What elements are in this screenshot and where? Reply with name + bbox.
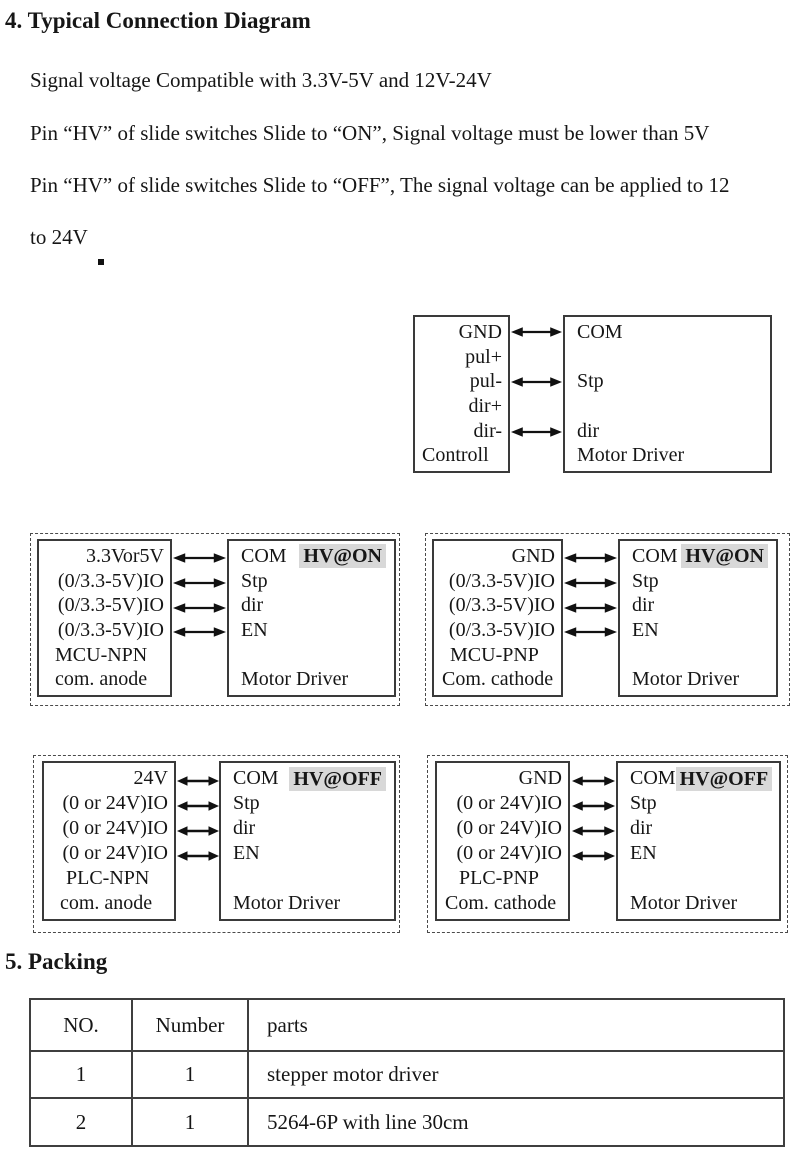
pin-label: (0/3.3-5V)IO <box>57 618 164 641</box>
pin-label: (0/3.3-5V)IO <box>448 618 555 641</box>
double-arrow-icon <box>564 551 617 565</box>
pin-label <box>565 345 770 370</box>
double-arrow-icon <box>564 576 617 590</box>
pin-label: dir <box>632 594 655 617</box>
box-title: Motor Driver <box>632 668 740 691</box>
hv-mode-badge: HV@ON <box>681 544 768 568</box>
pin-label: 3.3Vor5V <box>86 544 164 567</box>
double-arrow-icon <box>511 325 562 339</box>
pin-label <box>565 394 770 419</box>
hv-mode-badge: HV@ON <box>299 544 386 568</box>
box-title: Motor Driver <box>241 668 349 691</box>
pin-label: dir- <box>473 419 502 442</box>
pin-label: (0 or 24V)IO <box>456 792 562 814</box>
pin-label: (0 or 24V)IO <box>62 792 168 814</box>
plc-pnp-diagram <box>427 755 788 933</box>
box-subtitle: com. anode <box>55 668 148 691</box>
header-parts: parts <box>248 999 784 1051</box>
body-line-hv-off: Pin “HV” of slide switches Slide to “OFF”, The signal voltage can be applied to 12 <box>30 173 730 197</box>
section-heading-connection: 4. Typical Connection Diagram <box>5 8 311 33</box>
motor-driver-box <box>618 539 778 697</box>
double-arrow-icon <box>177 824 219 838</box>
hv-mode-badge: HV@OFF <box>676 767 773 791</box>
pin-label <box>620 643 776 668</box>
pin-label: dir <box>577 419 600 442</box>
box-title: Controll <box>422 444 489 467</box>
pin-label: (0/3.3-5V)IO <box>448 569 555 592</box>
section-heading-packing: 5. Packing <box>5 949 108 974</box>
mcu-npn-diagram <box>30 533 400 706</box>
double-arrow-icon <box>173 601 226 615</box>
packing-table <box>29 998 785 1147</box>
pin-label: COM <box>632 544 678 567</box>
motor-driver-box <box>219 761 396 921</box>
box-title: Motor Driver <box>577 444 685 467</box>
box-title: MCU-NPN <box>55 643 148 666</box>
double-arrow-icon <box>173 576 226 590</box>
double-arrow-icon <box>572 849 615 863</box>
controller-box <box>413 315 510 473</box>
double-arrow-icon <box>177 849 219 863</box>
pin-label: Stp <box>233 792 260 814</box>
table-row <box>30 1098 784 1146</box>
box-title: Motor Driver <box>630 892 738 914</box>
pin-label: pul- <box>469 370 502 393</box>
pin-label: pul+ <box>465 345 502 368</box>
hv-mode-badge: HV@OFF <box>289 767 386 791</box>
pin-label: dir <box>630 817 653 839</box>
box-subtitle: Com. cathode <box>442 668 554 691</box>
pin-label: (0/3.3-5V)IO <box>57 594 164 617</box>
pin-label: 24V <box>133 767 168 789</box>
pin-label: (0 or 24V)IO <box>62 817 168 839</box>
pin-label: (0 or 24V)IO <box>456 842 562 864</box>
motor-driver-box-top <box>563 315 772 473</box>
table-header-row <box>30 999 784 1051</box>
cell-number: 1 <box>132 1051 248 1098</box>
double-arrow-icon <box>564 625 617 639</box>
double-arrow-icon <box>572 824 615 838</box>
cell-no: 1 <box>30 1051 132 1098</box>
cell-no: 2 <box>30 1098 132 1146</box>
pin-label <box>618 866 779 891</box>
double-arrow-icon <box>173 625 226 639</box>
pin-label <box>221 866 394 891</box>
pin-label: COM <box>630 767 676 789</box>
box-title: PLC-NPN <box>66 867 150 889</box>
double-arrow-icon <box>511 425 562 439</box>
box-title: PLC-PNP <box>459 867 540 889</box>
pin-label: (0/3.3-5V)IO <box>448 594 555 617</box>
mcu-pnp-diagram <box>425 533 790 706</box>
pin-label: COM <box>577 320 623 343</box>
pin-label: Stp <box>241 569 268 592</box>
box-title: MCU-PNP <box>450 643 539 666</box>
pin-label: EN <box>241 618 268 641</box>
pin-label: GND <box>518 767 562 789</box>
pin-label: dir <box>241 594 264 617</box>
body-line-hv-on: Pin “HV” of slide switches Slide to “ON”, Signal voltage must be lower than 5V <box>30 121 710 145</box>
pin-label: GND <box>458 320 502 343</box>
pin-label: Stp <box>630 792 657 814</box>
pin-label: dir+ <box>468 394 502 417</box>
motor-driver-box <box>616 761 781 921</box>
mcu-npn-box <box>37 539 172 697</box>
pin-label: (0/3.3-5V)IO <box>57 569 164 592</box>
plc-npn-diagram <box>33 755 400 933</box>
pin-label: EN <box>233 842 260 864</box>
double-arrow-icon <box>177 774 219 788</box>
double-arrow-icon <box>177 799 219 813</box>
pin-label: dir <box>233 817 256 839</box>
motor-driver-box <box>227 539 396 697</box>
pin-label: COM <box>241 544 287 567</box>
plc-npn-box <box>42 761 176 921</box>
body-line-to-24v: to 24V <box>30 225 88 249</box>
double-arrow-icon <box>173 551 226 565</box>
box-subtitle: Com. cathode <box>445 892 557 914</box>
double-arrow-icon <box>564 601 617 615</box>
box-title: Motor Driver <box>233 892 341 914</box>
pin-label: EN <box>632 618 659 641</box>
pin-label: GND <box>511 544 555 567</box>
body-line-signal-voltage: Signal voltage Compatible with 3.3V-5V and 12V-24V <box>30 68 492 92</box>
mcu-pnp-box <box>432 539 563 697</box>
pin-label: (0 or 24V)IO <box>456 817 562 839</box>
pin-label: Stp <box>632 569 659 592</box>
header-number: Number <box>132 999 248 1051</box>
pin-label: COM <box>233 767 279 789</box>
pin-label: EN <box>630 842 657 864</box>
cell-parts: 5264-6P with line 30cm <box>248 1098 784 1146</box>
double-arrow-icon <box>572 774 615 788</box>
pin-label <box>229 643 394 668</box>
plc-pnp-box <box>435 761 570 921</box>
pin-label: (0 or 24V)IO <box>62 842 168 864</box>
table-row <box>30 1051 784 1098</box>
header-no: NO. <box>30 999 132 1051</box>
cell-number: 1 <box>132 1098 248 1146</box>
box-subtitle: com. anode <box>60 892 153 914</box>
cell-parts: stepper motor driver <box>248 1051 784 1098</box>
bullet-dot <box>98 259 104 265</box>
pin-label: Stp <box>577 370 604 393</box>
double-arrow-icon <box>572 799 615 813</box>
double-arrow-icon <box>511 375 562 389</box>
